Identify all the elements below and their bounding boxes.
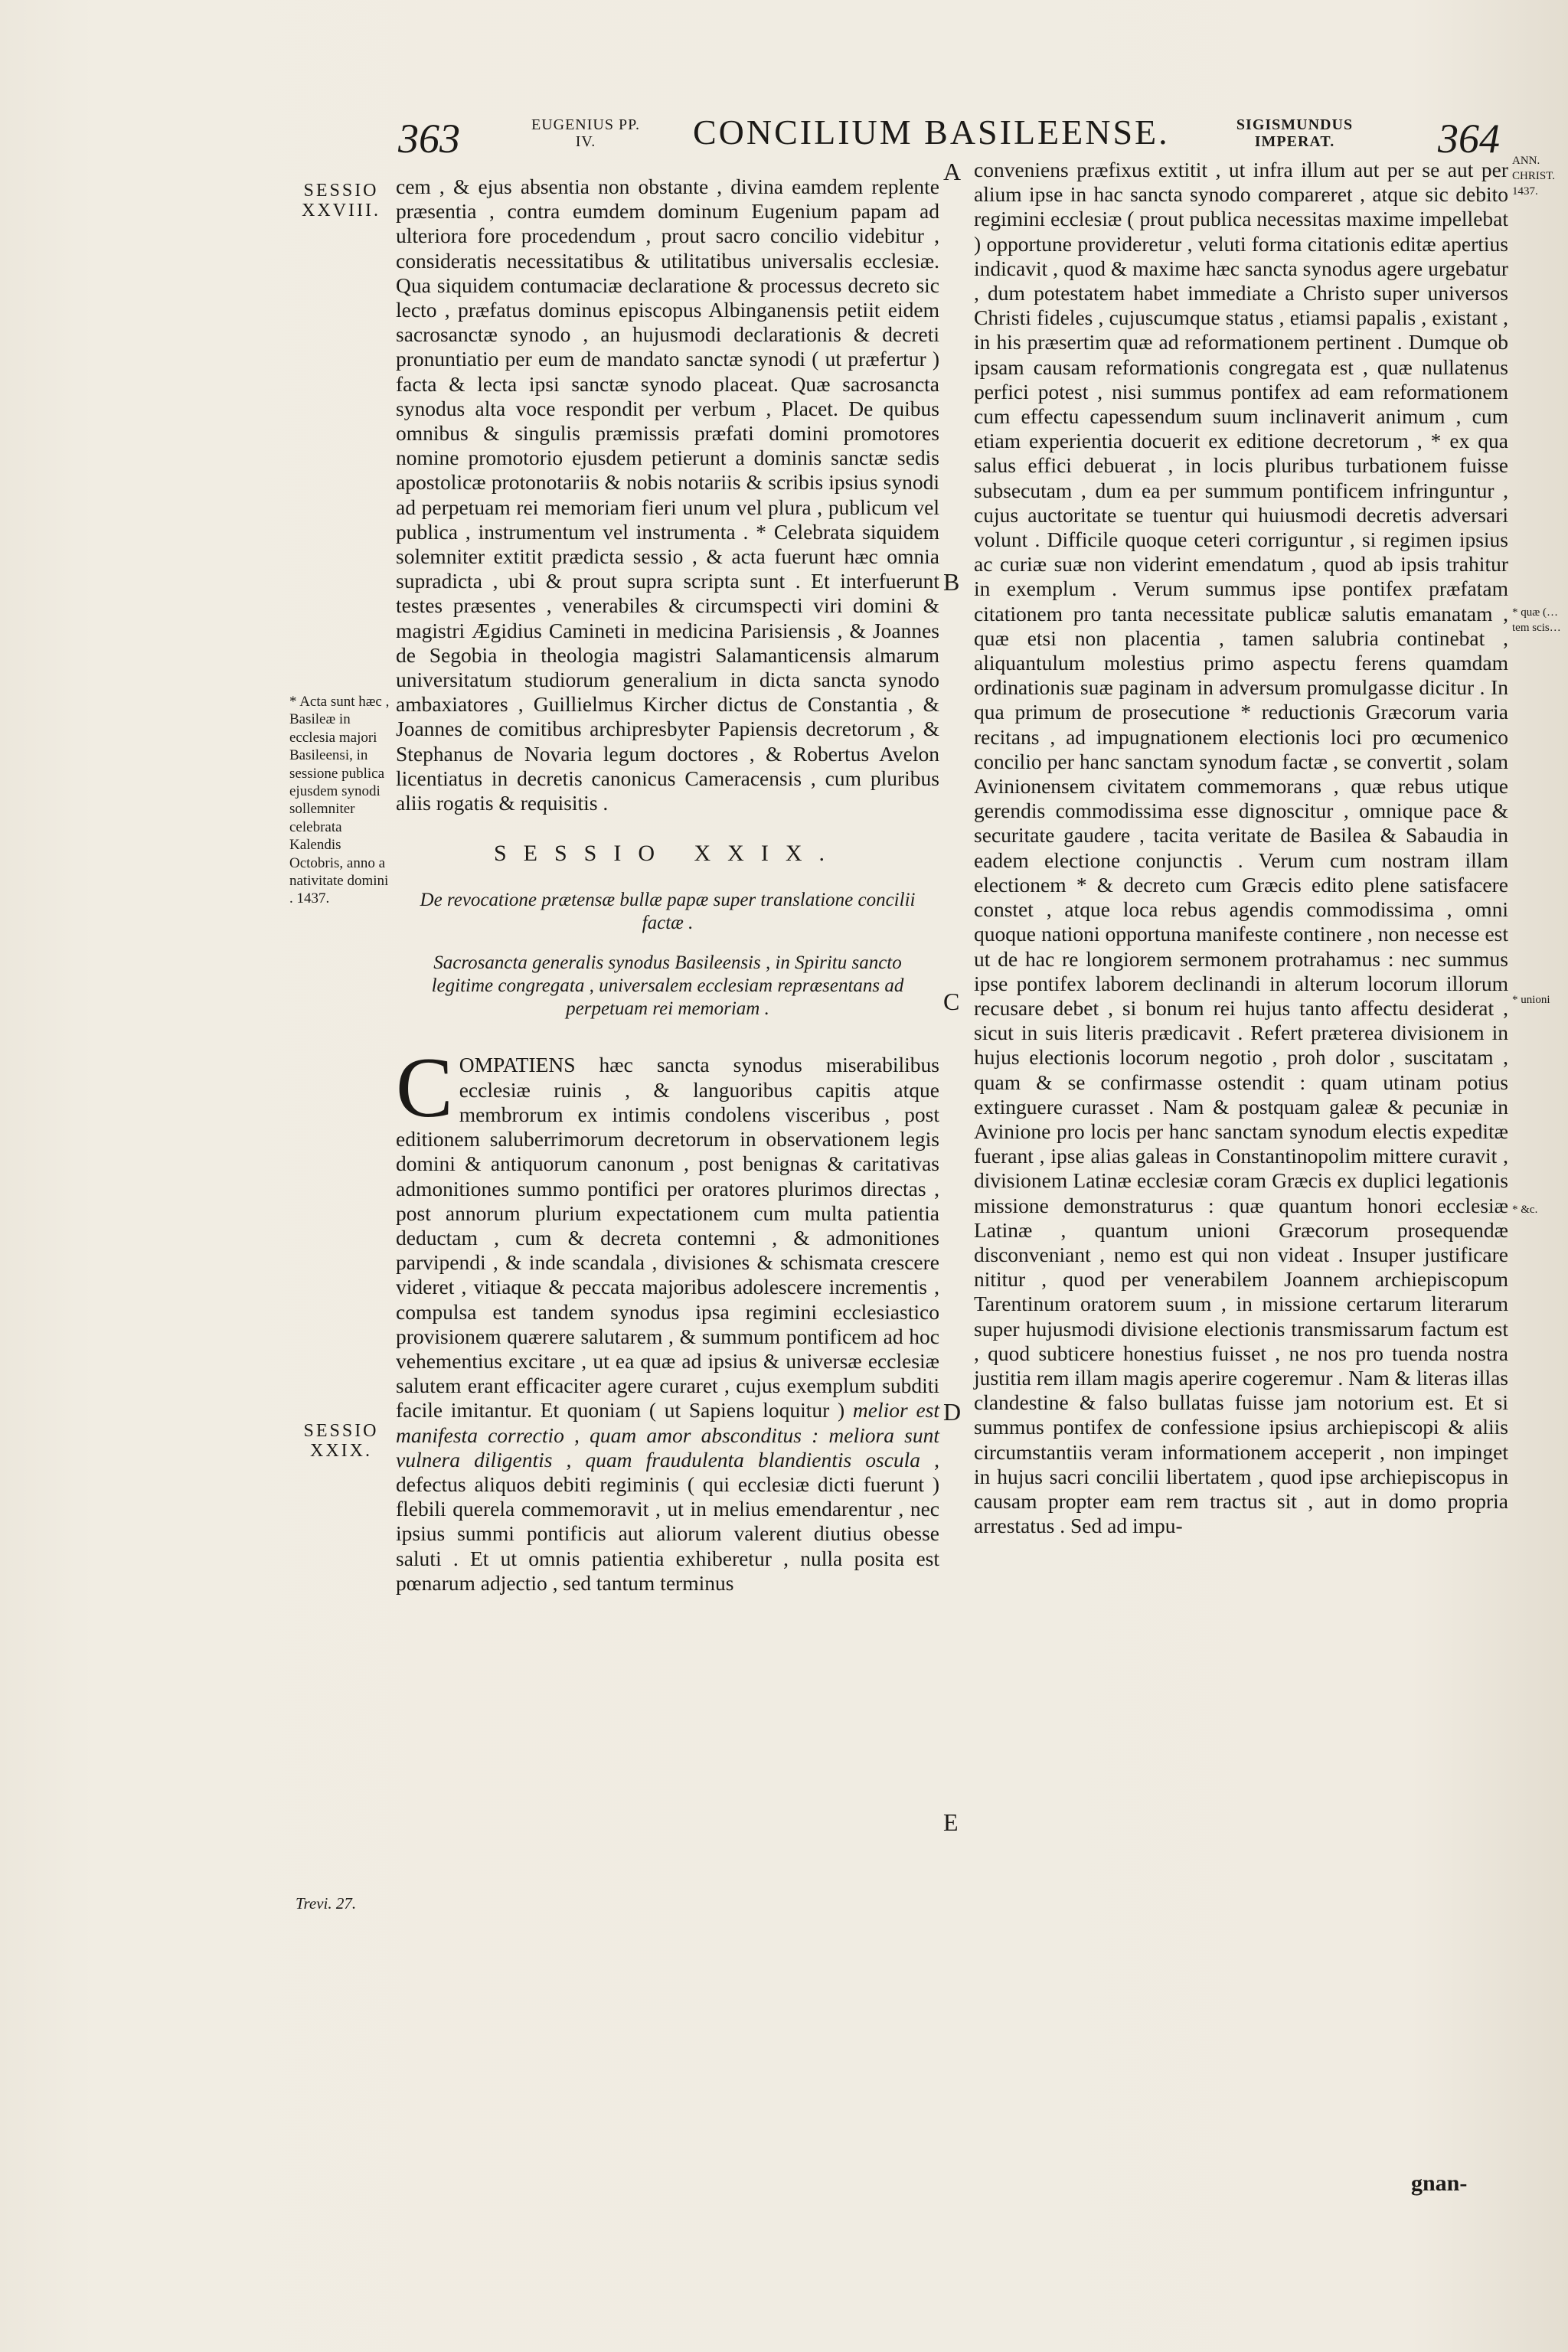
quote-italic: melior est manifesta correctio , quam amor absconditus : meliora sunt vulnera diligentis , quam fraudulenta blandientis oscula , bbox=[396, 1398, 939, 1472]
section-letter-d: D bbox=[943, 1398, 962, 1426]
left-column bbox=[396, 175, 939, 1596]
margin-session-29: SESSIO XXIX. bbox=[303, 1421, 379, 1461]
right-page-number: 364 bbox=[1438, 116, 1500, 162]
margin-right-note-2: * unioni bbox=[1512, 994, 1550, 1006]
margin-acta-note: * Acta sunt hæc , Basileæ in ecclesia majori Basileensi, in sessione publica ejusdem synodi sollemniter celebrata Kalendis Octobris, anno a nativitate domini . 1437. bbox=[289, 694, 390, 907]
decree-title: De revocatione prætensæ bullæ papæ super translatione concilii factæ . bbox=[420, 890, 916, 934]
left-paragraph-2 bbox=[396, 1040, 939, 1595]
page-title: CONCILIUM BASILEENSE. bbox=[693, 113, 1170, 152]
decree-preamble: Sacrosancta generalis synodus Basileensis , in Spiritu sancto legitime congregata , universalem ecclesiam repræsentans ad perpetuam rei memoriam . bbox=[431, 952, 904, 1020]
right-running-head: SIGISMUNDUS IMPERAT. bbox=[1236, 116, 1354, 150]
session-heading: SESSIO XXIX. bbox=[493, 841, 842, 867]
section-letter-a: A bbox=[943, 158, 962, 185]
catchword: gnan- bbox=[1411, 2171, 1468, 2196]
margin-ann-christ: ANN. CHRIST. 1437. bbox=[1512, 155, 1555, 198]
section-letter-e: E bbox=[943, 1808, 959, 1836]
right-column bbox=[974, 158, 1508, 1538]
left-paragraph-1: cem , & ejus absentia non obstante , divina eamdem replente præsentia , contra eumdem dominum Eugenium papam ad ulteriora fore procedendum , prout sacro concilio videbitur , consideratis necessitatibus & utilitatibus universalis ecclesiæ. Qua siquidem contumaciæ declaratione & processus decreto sic lecto , præfatus dominus episcopus Albinganensis petiit eidem sacrosanctæ synodo , an hujusmodi declarationis & decreti pronuntiatio per eum de mandato sanctæ synodi ( ut præfertur ) facta & lecta ipsi sanctæ synodo placeat. Quæ sacrosancta synodus alta voce respondit per verbum , Placet. De quibus omnibus & singulis præmissis præfati domini promotores nomine promotorio ejusdem petierunt a dominis sanctæ sedis apostolicæ protonotariis & nobis notariis & scribis ipsius synodi ad perpetuam rei memoriam fieri unum vel plura , publicum vel publica , instrumentum vel instrumenta . * Celebrata siquidem solemniter extitit prædicta sessio , & acta fuerunt hæc omnia supradicta , ubi & prout supra scripta sunt . Et interfuerunt testes præsentes , venerabiles & circumspecti viri domini & magistri Ægidius Camineti in medicina Parisiensis , & Joannes de Segobia in theologia magistri Salamanticensis almarum universitatum studiorum generalium in dicta sancta synodo ambaxiatores , Guillielmus Kircher dictus de Constantia , & Joannes de comitibus archipresbyter Papiensis decretorum , & Stephanus de Novaria legum doctores , & Robertus Avelon licentiatus in decretis canonicus Cameracensis , cum pluribus aliis rogatis & requisitis . bbox=[396, 175, 939, 815]
left-running-head: EUGENIUS PP. IV. bbox=[531, 116, 641, 150]
margin-session-28: SESSIO XXVIII. bbox=[302, 181, 381, 220]
left-paragraph-2-text: OMPATIENS hæc sancta synodus miserabilibus ecclesiæ ruinis , & languoribus capitis atque membrorum ex intimis condolens visceribus , post editionem saluberrimorum decretorum in observationem legis domini & antiquorum canonum , post benignas & caritativas admonitiones summo pontifici per oratores plurimos directas , post annorum plurium expectationem cum multa patientia deductam , cum & decreta contemni , & admonitiones parvipendi , & inde scandala , divisiones & schismata crescere videret , vitiaque & peccata majoribus adolescere incrementis , compulsa est tandem synodus ipsa regimini ecclesiastico provisionem quærere salutarem , & summum pontificem ad hoc vehementius excitare , ut ea quæ ad ipsius & universæ ecclesiæ salutem erant efficaciter agere curaret , cujus exemplum subditi facile imitantur. Et quoniam ( ut Sapiens loquitur ) bbox=[396, 1053, 939, 1423]
margin-right-note-3: * &c. bbox=[1512, 1204, 1538, 1216]
right-paragraph: conveniens præfixus extitit , ut infra illum aut per se aut per alium ipse in hac sancta synodo compareret , atque sic debito regimini ecclesiæ ( prout publica necessitas maxime impellebat ) opportune provideretur , veluti forma citationis editæ apertius indicavit , quod & maxime hæc sancta synodus agere urgebatur , dum potestatem habet immediate a Christo super universos Christi fideles , cujuscumque status , etiamsi papalis , existant , in his præsertim quæ ad reformationem pertinent . Dumque ob ipsam causam reformationis congregata est , quæ nullatenus perfici potest , nisi summus pontifex ad eam reformationem cum effectu capessendum suum inclinaverit animum , cum etiam experientia docuerit ex editione decretorum , * ex qua salus effici debuerat , in locis pluribus turbationem fuisse subsecutam , dum ea per summum pontificem infringuntur , cujus auctoritate se tuentur qui huiusmodi decretis adversari volunt . Difficile quoque ceteri corriguntur , si regimen ipsius ac curiæ suæ non viderint emendatum , quod ab ipsis trahitur in exemplum . Verum summus ipse pontifex præfatam citationem pro tanta necessitate publicæ salutis emanatam , quæ etsi non placentia , tamen salubria continebat , aliquantulum molestius primo aspectu ferens quamdam ordinationis suæ paginam in adversum promulgasse dicitur . In qua primum de prosecutione * reductionis Græcorum varia recitans , ad impugnationem electionis loci pro œcumenico concilio per hanc sanctam synodum factæ , se convertit , solam Avinionensem civitatem commemorans , quæ rebus utique gerendis commodissima esse dignoscitur , omnique pace & securitate gaudere , tacita veritate de Basilea & Sabaudia in eadem electione conjunctis . Verum cum nostram illam electionem * & decreto cum Græcis edito plene satisfacere constet , atque loca rebus agendis commodissima , omni quoque nationi opportuna manifeste continere , non necesse est ut de hac re longiorem sermonem protrahamus : nec summus ipse pontifex laborem declinandi in alterum locorum illorum recusare debet , si bonum rei hujus tanto affectu desiderat , sicut in suis literis prædicavit . Refert præterea divisionem in hujus electionis locorum negotio , proh dolor , suscitatam , quam & se confirmasse ostendit : quam utinam potius extinguere curasset . Nam & postquam galeæ & pecuniæ in Avinione pro locis per hanc sanctam synodum electis expeditæ fuerant , ipse alias galeas in Constantinopolim mittere curavit , divisionem Latinæ ecclesiæ coram Græcis ex duplici legationis missione demonstraturus : quæ quantum honori ecclesiæ Latinæ , quantum unioni Græcorum prosequendæ disconveniant , nemo est qui non videat . Insuper justificare nititur , quod per venerabilem Joannem archiepiscopum Tarentinum oratorem suum , in missione certarum literarum super hujusmodi divisione electionis transmissarum factum est , quod subticere honestius fuisset , ne nos pro tuenda nostra justitia rem illam magis aperire cogeremur . Nam & literas illas clandestine & falso bullatas fuisse jam notorium est. Et si summus pontifex de confessione ipsius archiepiscopi & aliis circumstantiis veram informationem acceperit , non impinget in hujus sacri concilii libertatem , quod ipse archiepiscopus in causam propter eam rem tractus sit , aut in domo propria arrestatus . Sed ad impu- bbox=[974, 158, 1508, 1538]
section-letter-c: C bbox=[943, 988, 960, 1015]
left-paragraph-3-text: defectus aliquos debiti regiminis ( qui ecclesiæ dicti fuerunt ) flebili querela commemoravit , ut in melius emendarentur , nec ipsius summi pontificis aut aliorum valerent diutius obesse saluti . Et ut omnis patientia exhiberetur , nulla posita est pœnarum adjectio , sed tantum terminus bbox=[396, 1472, 939, 1595]
section-letter-b: B bbox=[943, 568, 960, 596]
margin-right-note-1: * quæ (… tem scis… bbox=[1512, 606, 1561, 634]
drop-cap: C bbox=[396, 1040, 453, 1136]
left-page-number: 363 bbox=[398, 116, 460, 162]
margin-trevi-note: Trevi. 27. bbox=[296, 1894, 357, 1913]
